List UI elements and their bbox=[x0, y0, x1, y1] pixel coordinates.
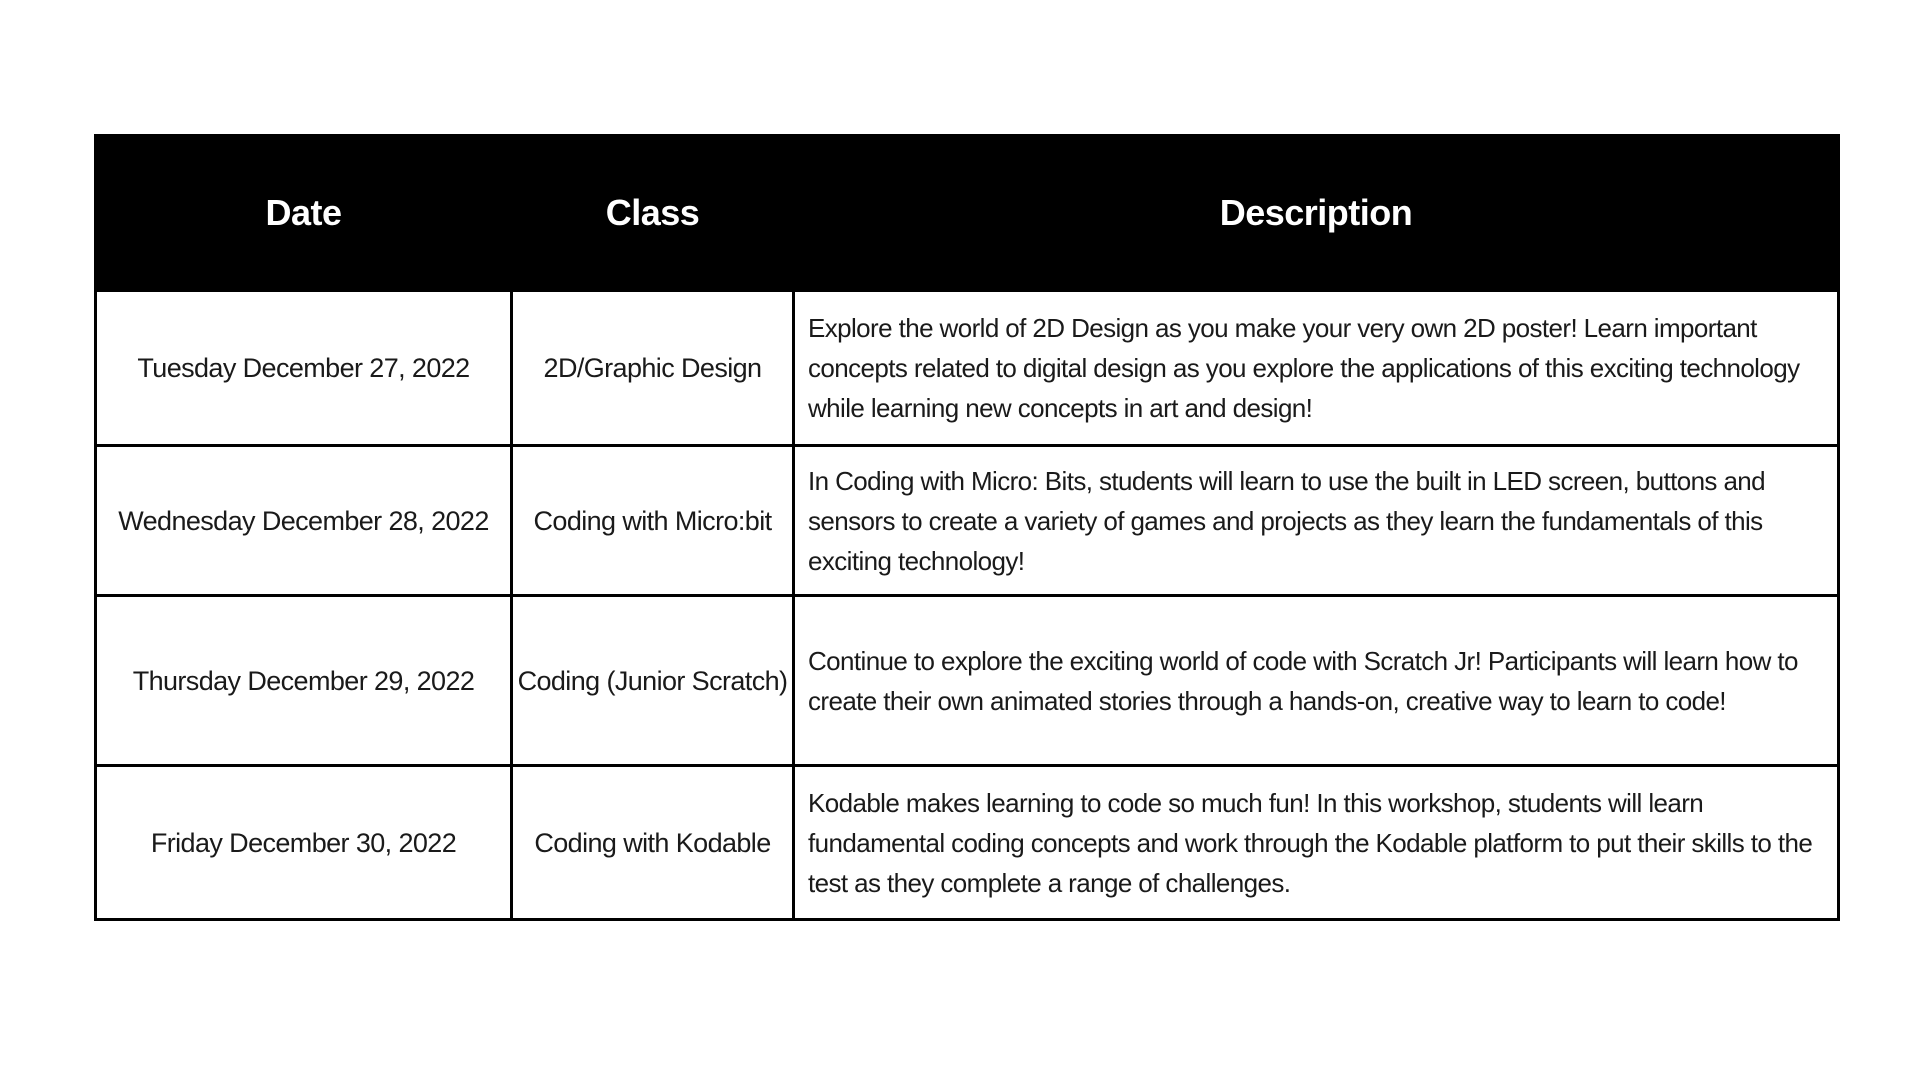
table-row bbox=[96, 766, 1839, 920]
date-cell: Wednesday December 28, 2022 bbox=[96, 446, 512, 596]
class-cell: Coding with Micro:bit bbox=[512, 446, 794, 596]
date-cell: Friday December 30, 2022 bbox=[96, 766, 512, 920]
description-cell: Kodable makes learning to code so much fun! In this workshop, students will learn fundamental coding concepts and work through the Kodable platform to put their skills to the test as they complete a range of challenges. bbox=[794, 766, 1839, 920]
table-row bbox=[96, 446, 1839, 596]
header-class: Class bbox=[512, 136, 794, 291]
table-body bbox=[96, 291, 1839, 920]
date-cell: Tuesday December 27, 2022 bbox=[96, 291, 512, 446]
header-date: Date bbox=[96, 136, 512, 291]
header-row bbox=[96, 136, 1839, 291]
description-cell: Continue to explore the exciting world of code with Scratch Jr! Participants will learn how to create their own animated stories through a hands-on, creative way to learn to code! bbox=[794, 596, 1839, 766]
class-cell: 2D/Graphic Design bbox=[512, 291, 794, 446]
table-row bbox=[96, 291, 1839, 446]
class-cell: Coding (Junior Scratch) bbox=[512, 596, 794, 766]
description-cell: Explore the world of 2D Design as you make your very own 2D poster! Learn important concepts related to digital design as you explore the applications of this exciting technology while learning new concepts in art and design! bbox=[794, 291, 1839, 446]
class-schedule-table bbox=[94, 134, 1840, 921]
description-cell: In Coding with Micro: Bits, students will learn to use the built in LED screen, buttons and sensors to create a variety of games and projects as they learn the fundamentals of this exciting technology! bbox=[794, 446, 1839, 596]
date-cell: Thursday December 29, 2022 bbox=[96, 596, 512, 766]
table-row bbox=[96, 596, 1839, 766]
class-cell: Coding with Kodable bbox=[512, 766, 794, 920]
header-description: Description bbox=[794, 136, 1839, 291]
table-header bbox=[96, 136, 1839, 291]
